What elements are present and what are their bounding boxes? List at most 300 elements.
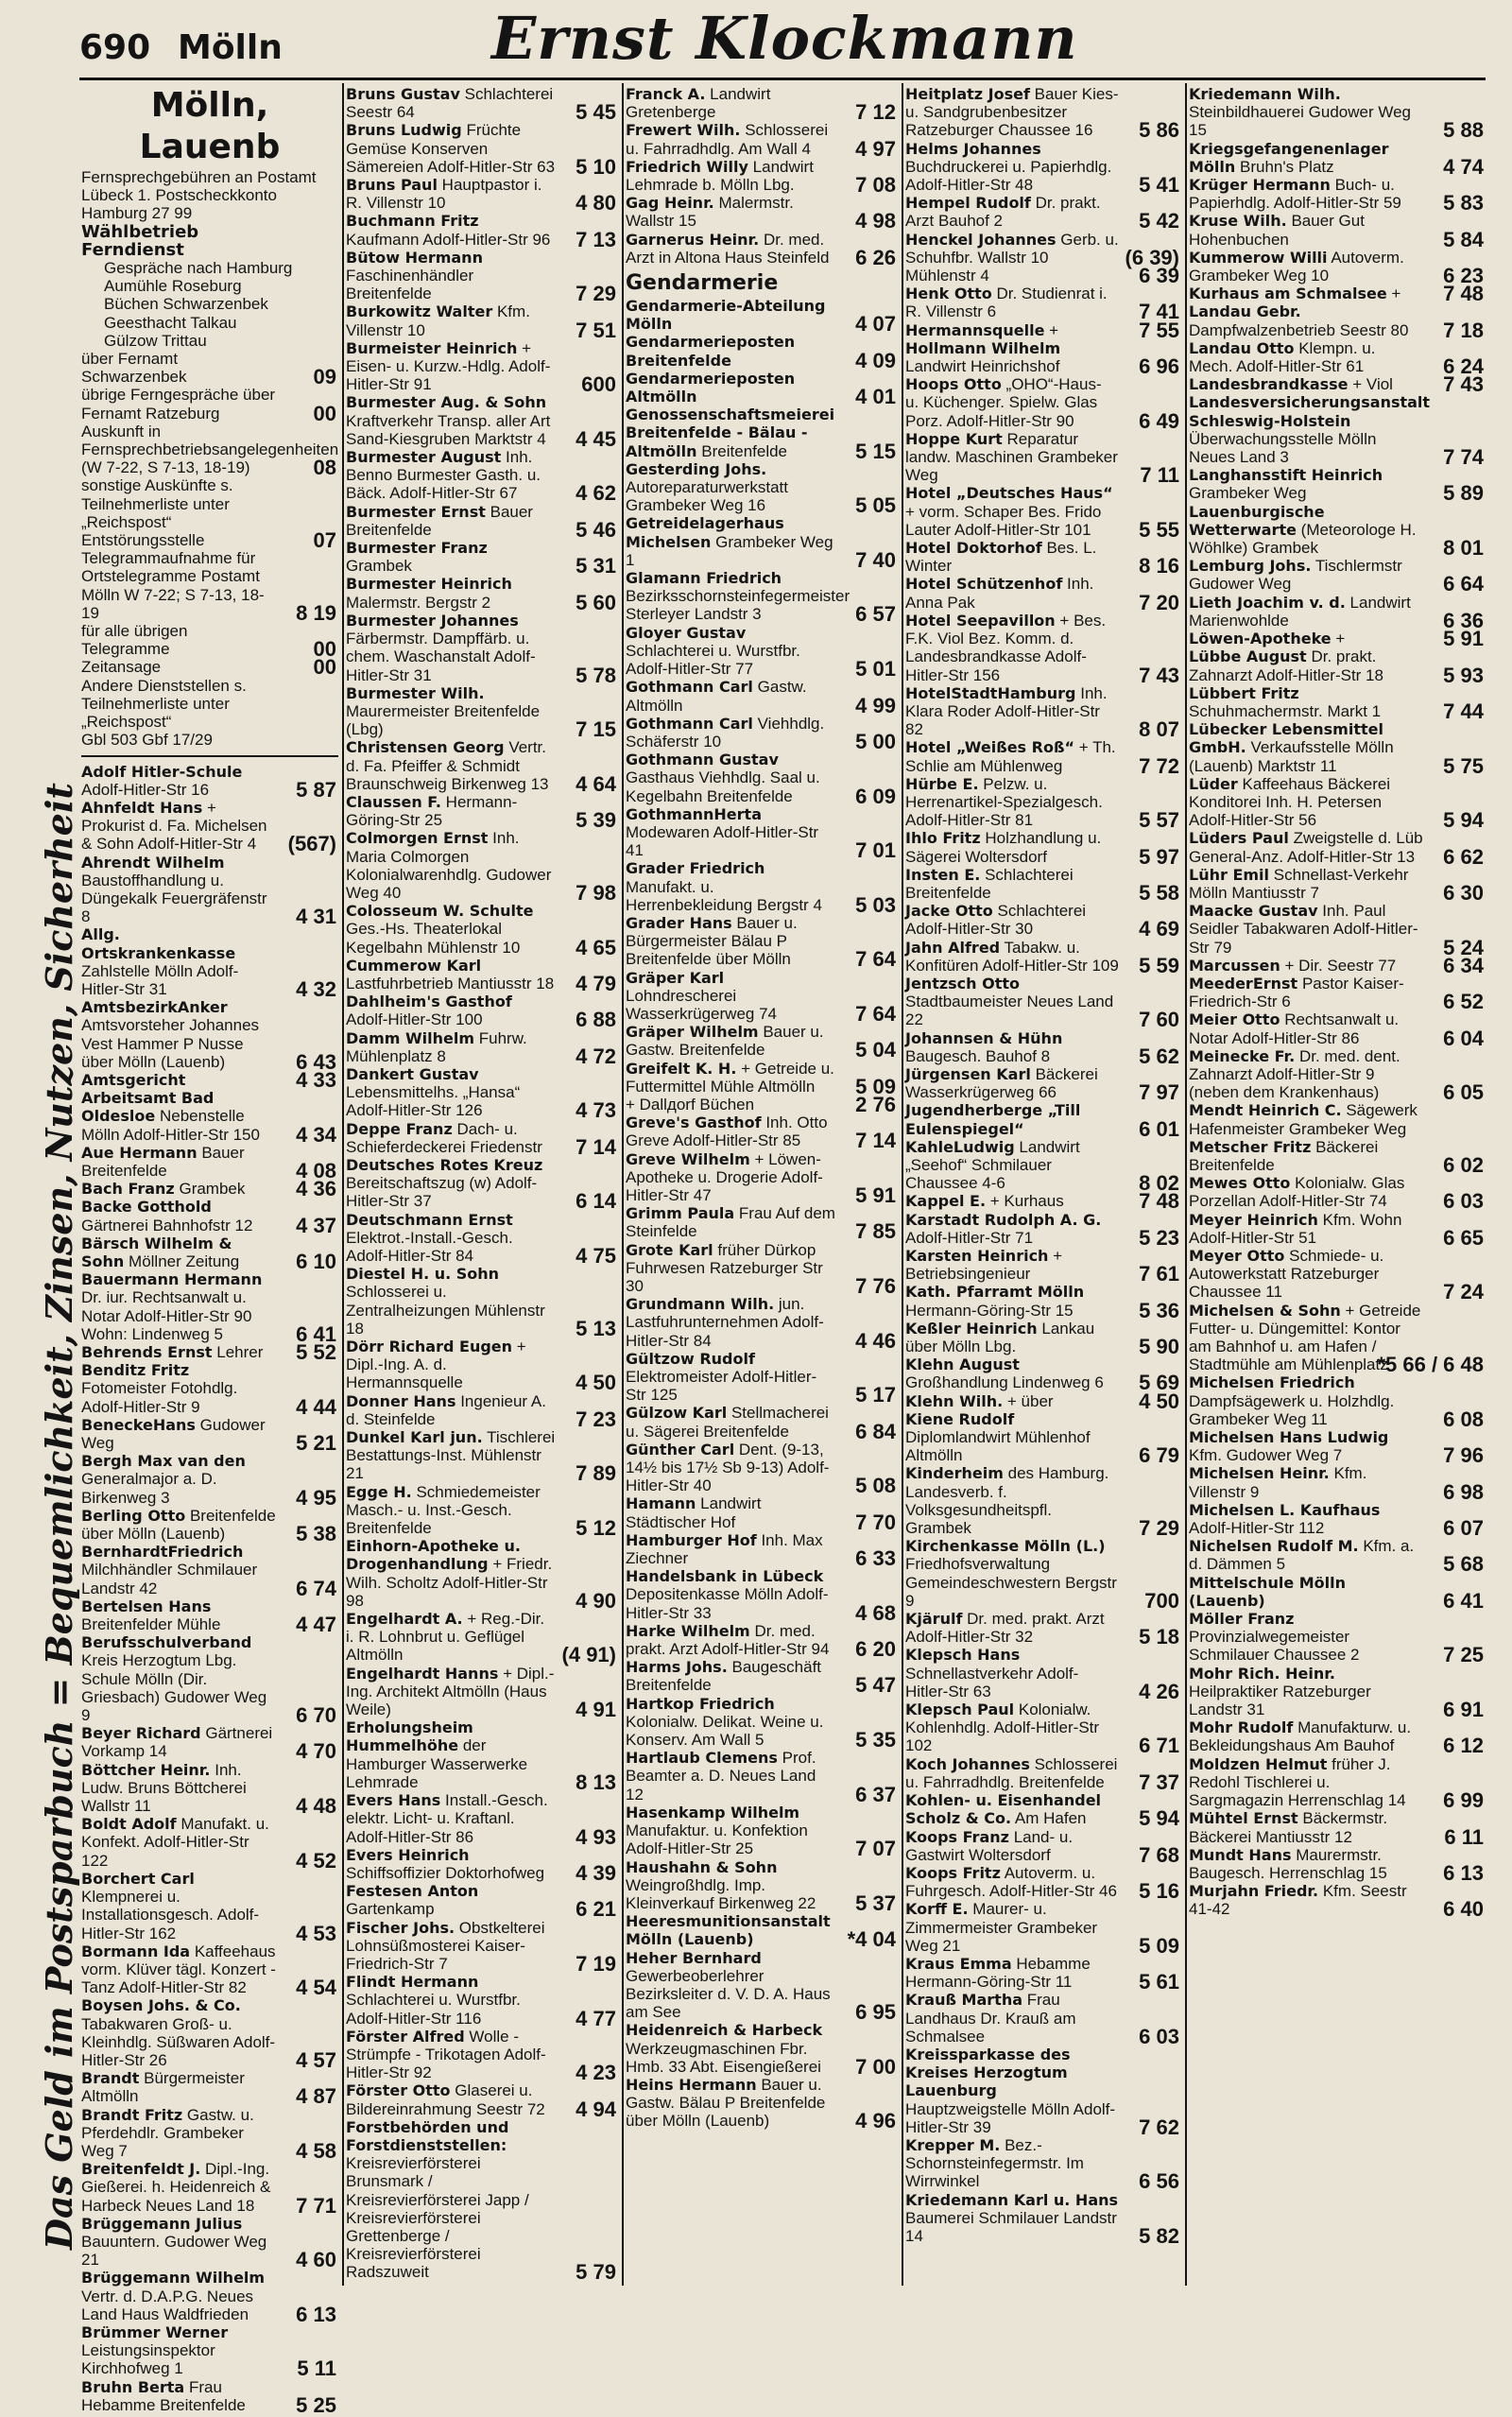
- phone-number: 4 44: [296, 1394, 336, 1419]
- directory-entry: [905, 1754, 1181, 1794]
- entry-name: Landesbrandkasse: [1189, 375, 1349, 394]
- directory-entry: [81, 1270, 338, 1346]
- entry-details: Klempnerei u. Installationsgesch. Adolf-Hitler-Str 162: [81, 1888, 260, 1942]
- directory-entry: [626, 1530, 898, 1571]
- phone-number: 4 33: [296, 1067, 336, 1092]
- directory-entry: [346, 121, 618, 179]
- entry-name: Gag Heinr.: [626, 194, 714, 213]
- entry-details: Stadtbaumeister Neues Land 22: [905, 993, 1114, 1029]
- entry-details: + vorm. Schaper Bes. Frido Lauter Adolf-Hitler-Str 101: [905, 502, 1102, 539]
- phone-number: 6 95: [855, 2000, 896, 2025]
- phone-number: 6 23: [1443, 264, 1484, 288]
- entry-details: Landwirt Marienwohlde: [1189, 593, 1411, 630]
- phone-number: 4 62: [576, 481, 616, 506]
- phone-number: 4 99: [855, 693, 896, 717]
- entry-name: Dörr Richard Eugen: [346, 1338, 513, 1356]
- phone-number: 5 87: [296, 777, 336, 802]
- phone-number: 6 30: [1443, 880, 1484, 905]
- section-heading: Gendarmerie: [626, 271, 779, 296]
- entry-details: Obstkelterei Lohnsüßmosterei Kaiser-Friedrich-Str 7: [346, 1918, 545, 1973]
- phone-number: 7 14: [576, 1134, 616, 1159]
- directory-entry: [81, 1869, 338, 1945]
- entry-details: + Löwen-Apotheke u. Drogerie Adolf-Hitler-Str 47: [626, 1149, 823, 1204]
- phone-number: 6 36: [1443, 608, 1484, 632]
- phone-number: 4 45: [576, 426, 616, 451]
- entry-name: Brümmer Werner: [81, 2322, 229, 2341]
- entry-name: Bütow Hermann: [346, 248, 483, 267]
- phone-number: 7 43: [1139, 663, 1179, 687]
- phone-number: 6 65: [1443, 1225, 1484, 1250]
- entry-details: Autoverm. u. Fuhrgesch. Adolf-Hitler-Str 46: [905, 1863, 1117, 1901]
- directory-entry: [626, 1060, 898, 1096]
- entry-name: Krüger Hermann: [1189, 176, 1331, 195]
- entry-name: Heidenreich & Harbeck: [626, 2021, 823, 2040]
- entry-name: Evers Hans: [346, 1791, 441, 1810]
- directory-entry: [346, 2117, 618, 2285]
- phone-number: 4 74: [1443, 154, 1484, 179]
- entry-details: jun. Lastfuhrunternehmen Adolf-Hitler-Str 84: [626, 1295, 824, 1350]
- phone-number: 7 07: [855, 1837, 896, 1861]
- entry-name: Burmester Heinrich: [346, 575, 512, 594]
- phone-number: 6 62: [1443, 844, 1484, 869]
- intro-item-text: übrige Ferngespräche über Fernamt Ratzeburg: [81, 386, 276, 423]
- phone-number: 5 97: [1139, 844, 1179, 869]
- directory-entry: [1189, 1210, 1486, 1250]
- directory-entry: [905, 865, 1181, 905]
- directory-column-5: [1189, 85, 1486, 2283]
- entry-name: Jacke Otto: [905, 902, 993, 921]
- directory-entry: [905, 2135, 1181, 2194]
- entry-name: Johannsen & Hühn: [905, 1028, 1063, 1047]
- entry-name: Harms Johs.: [626, 1658, 728, 1677]
- directory-entry: [1189, 302, 1486, 342]
- phone-number: (567): [287, 832, 336, 856]
- phone-number: 7 89: [576, 1461, 616, 1486]
- entry-list: [81, 762, 338, 2417]
- directory-entry: [626, 751, 898, 808]
- intro-item: [81, 549, 338, 625]
- directory-entry: [626, 2076, 898, 2131]
- entry-details: Rechtsanwalt u. Notar Adolf-Hitler-Str 86: [1189, 1010, 1400, 1047]
- entry-name: Greifelt K. H.: [626, 1059, 737, 1078]
- directory-entry: [1189, 85, 1486, 143]
- entry-details: Maurer- u. Zimmermeister Grambeker Weg 21: [905, 1900, 1098, 1955]
- entry-name: Burmester Aug. & Sohn: [346, 393, 547, 412]
- directory-entry: [81, 925, 338, 1001]
- directory-entry: [346, 1845, 618, 1885]
- entry-details: Ges.-Hs. Theaterlokal Kegelbahn Mühlenstr 10: [346, 920, 521, 957]
- entry-details: Breitenfelde: [701, 441, 788, 460]
- phone-number: 8 07: [1139, 717, 1179, 742]
- entry-name: Lemburg Johs.: [1189, 557, 1312, 576]
- entry-details: Grambeker Weg: [1189, 484, 1307, 503]
- entry-name: Kriedemann Wilh.: [1189, 85, 1341, 103]
- entry-details: Adolf-Hitler-Str 16: [81, 780, 210, 799]
- entry-details: Tischlerei Bestattungs-Inst. Mühlenstr 21: [346, 1428, 556, 1483]
- entry-name: Aue Hermann: [81, 1143, 198, 1162]
- entry-details: + Reg.-Dir. i. R. Lohnbrut u. Geflügel Altmölln: [346, 1610, 545, 1665]
- entry-name: Grundmann Wilh.: [626, 1295, 775, 1314]
- entry-details: Landwirt Städtischer Hof: [626, 1494, 762, 1531]
- entry-details: Bauer Gut Hohenbuchen: [1189, 212, 1365, 249]
- directory-entry: [626, 1803, 898, 1861]
- entry-name: Koops Franz: [905, 1827, 1009, 1846]
- entry-name: Klehn August: [905, 1355, 1020, 1374]
- directory-entry: [81, 799, 338, 854]
- entry-details: Tabakw. u. Konfitüren Adolf-Hitler-Str 109: [905, 938, 1119, 975]
- entry-name: Koch Johannes: [905, 1754, 1030, 1773]
- entry-name: Brandt: [81, 2069, 140, 2088]
- entry-name: Kurhaus am Schmalsee: [1189, 285, 1387, 303]
- entry-details: Schlachterei Seestr 64: [346, 85, 554, 122]
- entry-name: Borchert Carl: [81, 1869, 195, 1888]
- column-divider: [342, 83, 344, 2286]
- directory-entry: [905, 1791, 1181, 1831]
- directory-entry: [1189, 1428, 1486, 1468]
- directory-entry: [1189, 902, 1486, 957]
- directory-entry: [346, 85, 618, 125]
- directory-entry: [1189, 393, 1486, 470]
- entry-name: Evers Heinrich: [346, 1845, 470, 1864]
- entry-details: Milchhändler Schmilauer Landstr 42: [81, 1561, 258, 1597]
- phone-number: 00: [313, 655, 336, 680]
- entry-name: Jahn Alfred: [905, 938, 1001, 957]
- entry-details: Landwirt Heinrichshof: [905, 357, 1060, 376]
- entry-details: Modewaren Adolf-Hitler-Str 41: [626, 822, 819, 860]
- directory-column-4: [905, 85, 1181, 2283]
- directory-entry: [81, 1543, 338, 1600]
- entry-name: Egge H.: [346, 1482, 412, 1501]
- phone-number: 4 65: [576, 935, 616, 959]
- phone-number: 7 62: [1139, 2115, 1179, 2139]
- entry-name: Forstbehörden und Forstdienststellen:: [346, 2117, 509, 2154]
- entry-details: Gärtnerei Bahnhofstr 12: [81, 1216, 253, 1234]
- entry-details: +: [1049, 320, 1059, 339]
- entry-name: Grader Friedrich: [626, 859, 765, 878]
- entry-details: Hauptpastor i. R. Villenstr 10: [346, 176, 542, 213]
- entry-name: Burmester Franz: [346, 539, 488, 558]
- entry-details: Schlachterei u. Wurstfbr. Adolf-Hitler-Str 116: [346, 1991, 521, 2028]
- directory-entry: [905, 902, 1181, 941]
- phone-number: 4 91: [576, 1698, 616, 1722]
- entry-details: Manufakturw. u. Bekleidungshaus Am Bauhof: [1189, 1718, 1412, 1755]
- intro-item-text: Telegrammaufnahme für Ortstelegramme Postamt Mölln W 7-22; S 7-13, 18-19: [81, 549, 265, 622]
- entry-details: Generalmajor a. D. Birkenweg 3: [81, 1470, 217, 1507]
- entry-name: Bertelsen Hans: [81, 1597, 212, 1615]
- phone-number: 5 15: [855, 439, 896, 463]
- directory-entry: [905, 1900, 1181, 1958]
- phone-number: 6 34: [1443, 953, 1484, 977]
- directory-entry: [1189, 1247, 1486, 1302]
- entry-details: Inh. Paul Seidler Tabakwaren Adolf-Hitler-Str 79: [1189, 902, 1418, 957]
- directory-entry: [1189, 1373, 1486, 1431]
- entry-name: MeederErnst: [1189, 974, 1298, 993]
- directory-entry: [905, 375, 1181, 433]
- entry-name: Kiene Rudolf: [905, 1409, 1015, 1428]
- phone-number: 6 41: [1443, 1588, 1484, 1613]
- directory-entry: [905, 1610, 1181, 1649]
- phone-number: 7 43: [1443, 372, 1484, 397]
- directory-entry: [626, 85, 898, 125]
- entry-name: Burmester Wilh.: [346, 683, 485, 702]
- phone-number: 7 98: [576, 880, 616, 905]
- directory-entry: [81, 2069, 338, 2109]
- entry-details: Dr. prakt. Arzt Bauhof 2: [905, 194, 1101, 231]
- entry-details: Grambek: [346, 557, 412, 576]
- town-heading: Mölln, Lauenb: [139, 86, 281, 166]
- directory-entry: [905, 1355, 1181, 1395]
- entry-name: Löwen-Apotheke: [1189, 630, 1332, 648]
- phone-number: 7 41: [1139, 300, 1179, 324]
- entry-details: Schlachterei Breitenfelde: [905, 865, 1074, 902]
- intro-items: [81, 350, 338, 749]
- entry-details: + Bes. F.K. Viol Bez. Komm. d. Landesbrandkasse Adolf-Hitler-Str 156: [905, 611, 1107, 684]
- directory-entry: [1189, 1718, 1486, 1758]
- phone-number: 5 69: [1139, 1371, 1179, 1395]
- directory-entry: [905, 1189, 1181, 1214]
- directory-entry: [1189, 1500, 1486, 1541]
- entry-name: Erholungsheim Hummelhöhe: [346, 1718, 473, 1755]
- entry-details: Bezirksschornsteinfegermeister Sterleyer Landstr 3: [626, 587, 850, 624]
- directory-entry: [626, 1350, 898, 1405]
- phone-number: 4 77: [576, 2006, 616, 2030]
- phone-number: 4 09: [855, 348, 896, 372]
- entry-details: Stellmacherei u. Sägerei Breitenfelde: [626, 1404, 829, 1441]
- directory-entry: [626, 369, 898, 409]
- entry-details: Grambek: [179, 1180, 246, 1199]
- phone-number: 5 09: [855, 1074, 896, 1098]
- phone-number: 5 38: [296, 1522, 336, 1546]
- phone-number: 5 59: [1139, 953, 1179, 977]
- entry-name: Engelhardt A.: [346, 1610, 463, 1629]
- entry-details: Schnellast-Verkehr Mölln Mantiusstr 7: [1189, 865, 1409, 902]
- directory-entry: [905, 338, 1181, 379]
- entry-details: Kfm. Seestr 41-42: [1189, 1882, 1407, 1919]
- phone-number: 4 47: [296, 1613, 336, 1637]
- phone-number: 4 50: [576, 1371, 616, 1395]
- phone-number: 00: [313, 637, 336, 662]
- phone-number: 5 13: [576, 1316, 616, 1340]
- entry-details: früher Dürkop Fuhrwesen Ratzeburger Str 30: [626, 1240, 823, 1295]
- entry-details: Schlosserei u. Fahrradhdlg. Breitenfelde: [905, 1754, 1118, 1791]
- phone-number: 4 94: [576, 2097, 616, 2121]
- entry-name: Gülzow Karl: [626, 1404, 728, 1423]
- directory-entry: [626, 1695, 898, 1750]
- entry-details: + Prokurist d. Fa. Michelsen & Sohn Adolf-Hitler-Str 4: [81, 798, 267, 854]
- entry-name: Meier Otto: [1189, 1010, 1280, 1029]
- phone-number: 8 01: [1443, 536, 1484, 561]
- entry-name: Günther Carl: [626, 1440, 735, 1459]
- entry-name: Burkowitz Walter: [346, 302, 493, 321]
- directory-entry: [626, 1241, 898, 1296]
- directory-entry: [1189, 176, 1486, 216]
- entry-details: Reparatur landw. Maschinen Grambeker Weg: [905, 429, 1118, 485]
- entry-name: HotelStadtHamburg: [905, 683, 1076, 702]
- directory-entry: [81, 1760, 338, 1819]
- entry-details: Frau Landhaus Dr. Krauß am Schmalsee: [905, 1991, 1076, 2046]
- entry-name: Dankert Gustav: [346, 1064, 479, 1083]
- phone-number: 7 85: [855, 1219, 896, 1244]
- intro-item: [81, 386, 338, 425]
- directory-entry: [346, 1338, 618, 1395]
- phone-number: 6 98: [1443, 1479, 1484, 1504]
- entry-name: Bach Franz: [81, 1180, 175, 1199]
- phone-number: 4 31: [296, 905, 336, 929]
- directory-entry: [905, 1064, 1181, 1105]
- phone-number: 5 57: [1139, 808, 1179, 833]
- directory-entry: [905, 1863, 1181, 1904]
- section-label: Wählbetrieb: [81, 221, 199, 242]
- entry-name: Hotel Seepavillon: [905, 611, 1056, 630]
- entry-name: Arbeitsamt Bad Oldesloe: [81, 1089, 215, 1126]
- directory-entry: [626, 804, 898, 863]
- entry-details: Breitenfelde über Mölln (Lauenb): [81, 1506, 276, 1544]
- entry-details: Baugeschäft Breitenfelde: [626, 1658, 822, 1695]
- entry-details: Bauer Kies- u. Sandgrubenbesitzer Ratzeburger Chaussee 16: [905, 85, 1119, 140]
- directory-entry: [905, 939, 1181, 975]
- directory-entry: [905, 194, 1181, 233]
- entry-name: Bruns Ludwig: [346, 121, 462, 140]
- entry-details: Vertr. d. D.A.P.G. Neues Land Haus Waldfrieden: [81, 2287, 254, 2323]
- entry-name: Cummerow Karl: [346, 956, 482, 975]
- phone-number: 5 62: [1139, 1044, 1179, 1068]
- phone-number: 7 44: [1443, 699, 1484, 723]
- directory-entry: [626, 1404, 898, 1443]
- directory-entry: [1189, 720, 1486, 778]
- entry-name: Einhorn-Apotheke u. Drogenhandlung: [346, 1537, 521, 1574]
- entry-details: Bauer Breitenfelde: [346, 502, 533, 539]
- phone-number: 7 48: [1139, 1189, 1179, 1214]
- directory-entry: [81, 1198, 338, 1237]
- entry-details: Inh. Anna Pak: [905, 575, 1094, 612]
- entry-details: Hebamme Hermann-Göring-Str 11: [905, 1954, 1091, 1992]
- phone-number: 4 68: [855, 1600, 896, 1625]
- entry-name: Getreidelagerhaus Michelsen: [626, 514, 784, 551]
- entry-details: Hermann-Göring-Str 25: [346, 792, 518, 830]
- directory-entry: [346, 993, 618, 1032]
- entry-details: Inh. Max Ziechner: [626, 1530, 823, 1568]
- entry-name: Fischer Johs.: [346, 1918, 455, 1937]
- directory-entry: [626, 1749, 898, 1804]
- entry-name: Backe Gotthold: [81, 1198, 212, 1217]
- entry-name: Karstadt Rudolph A. G.: [905, 1210, 1102, 1229]
- entry-name: Gräper Wilhelm: [626, 1023, 759, 1042]
- phone-number: 4 64: [576, 771, 616, 796]
- phone-number: 7 01: [855, 838, 896, 863]
- phone-number: 6 37: [855, 1782, 896, 1806]
- entry-name: Gesterding Johs.: [626, 459, 767, 478]
- entry-name: Klepsch Paul: [905, 1701, 1015, 1719]
- phone-number: 4 98: [855, 209, 896, 233]
- directory-entry: [626, 1440, 898, 1498]
- directory-entry: [81, 1633, 338, 1728]
- directory-entry: [905, 1101, 1181, 1141]
- entry-details: Bauer u. Gastw. Breitenfelde: [626, 1023, 824, 1060]
- entry-details: + Viol: [1352, 375, 1393, 394]
- entry-name: Michelsen L. Kaufhaus: [1189, 1500, 1381, 1519]
- entry-name: Gendarmerieposten Altmölln: [626, 369, 796, 406]
- directory-entry: [1189, 1809, 1486, 1849]
- phone-number: 6 01: [1139, 1116, 1179, 1141]
- entry-details: + Eisen- u. Kurzw.-Hdlg. Adolf-Hitler-Str 91: [346, 338, 551, 394]
- entry-details: Überwachungsstelle Mölln Neues Land 3: [1189, 429, 1377, 467]
- entry-name: Gendarmerieposten Breitenfelde: [626, 333, 796, 370]
- phone-number: 7 64: [855, 1001, 896, 1026]
- entry-details: Schmiedemeister Masch.- u. Inst.-Gesch. Breitenfelde: [346, 1482, 541, 1538]
- phone-number: 6 07: [1443, 1516, 1484, 1541]
- directory-entry: [81, 1361, 338, 1419]
- directory-entry: [905, 1646, 1181, 1701]
- entry-details: Kolonialw. Delikat. Weine u. Konserv. Am Wall 5: [626, 1712, 824, 1750]
- entry-name: Karsten Heinrich: [905, 1247, 1049, 1265]
- entry-details: + Kurhaus: [989, 1192, 1064, 1211]
- entry-details: Steinbildhauerei Gudower Weg 15: [1189, 103, 1411, 140]
- entry-name: Donner Hans: [346, 1391, 456, 1410]
- phone-number: 8 13: [576, 1770, 616, 1794]
- directory-entry: [626, 1858, 898, 1913]
- entry-details: Kaffeehaus vorm. Klüver tägl. Konzert - Tanz Adolf-Hitler-Str 82: [81, 1942, 276, 1997]
- entry-details: Schlachterei u. Wurstfbr. Adolf-Hitler-Str 77: [626, 641, 800, 679]
- entry-name: Hotel Schützenhof: [905, 575, 1063, 594]
- entry-name: Hamann: [626, 1494, 696, 1513]
- phone-number: 5 94: [1139, 1806, 1179, 1831]
- directory-entry: [905, 1701, 1181, 1758]
- entry-details: Schlosserei u. Fahrradhdlg. Am Wall 4: [626, 121, 829, 158]
- phone-number: 4 26: [1139, 1679, 1179, 1703]
- entry-details: Ingenieur A. d. Steinfelde: [346, 1391, 546, 1428]
- town-name: Gülzow Trittau: [104, 331, 207, 350]
- entry-details: Färbermstr. Dampffärb. u. chem. Waschanstalt Adolf-Hitler-Str 31: [346, 630, 536, 684]
- phone-number: 5 16: [1139, 1879, 1179, 1904]
- directory-entry: [905, 1247, 1181, 1286]
- intro-item-text: Gbl 503 Gbf 17/29: [81, 731, 213, 750]
- phone-number: 6 09: [855, 784, 896, 808]
- entry-details: Buchdruckerei u. Papierhdlg. Adolf-Hitler-Str 48: [905, 157, 1112, 195]
- entry-name: Harke Wilhelm: [626, 1621, 750, 1640]
- entry-name: Haushahn & Sohn: [626, 1857, 778, 1876]
- directory-entry: [905, 774, 1181, 833]
- phone-number: 4 75: [576, 1244, 616, 1268]
- directory-entry: [346, 611, 618, 687]
- phone-number: 8 16: [1139, 554, 1179, 578]
- directory-entry: [81, 1815, 338, 1873]
- phone-number: 4 48: [296, 1794, 336, 1819]
- phone-number: 5 86: [1139, 118, 1179, 143]
- entry-name: Kriegsgefangenenlager Mölln: [1189, 139, 1389, 176]
- intro-item: [81, 350, 338, 389]
- entry-name: Mundt Hans: [1189, 1845, 1292, 1864]
- directory-entry: [626, 969, 898, 1024]
- entry-name: AmtsbezirkAnker: [81, 998, 228, 1017]
- intro-item: [81, 622, 338, 662]
- directory-entry: [1189, 1010, 1486, 1050]
- entry-details: Faschinenhändler Breitenfelde: [346, 267, 474, 303]
- entry-name: Mendt Heinrich C.: [1189, 1101, 1342, 1120]
- phone-number: 5 21: [296, 1431, 336, 1456]
- entry-name: Insten E.: [905, 865, 981, 884]
- entry-name: Burmester Johannes: [346, 611, 519, 630]
- phone-number: 6 39: [1139, 264, 1179, 288]
- entry-details: + Betriebsingenieur: [905, 1247, 1063, 1284]
- directory-entry: [905, 829, 1181, 869]
- phone-number: 7 71: [296, 2193, 336, 2218]
- entry-details: Adolf-Hitler-Str 100: [346, 1010, 483, 1029]
- directory-entry: [905, 85, 1181, 143]
- entry-details: Baumerei Schmilauer Landstr 14: [905, 2208, 1117, 2245]
- directory-column-2: [346, 85, 618, 2283]
- entry-name: Bauermann Hermann: [81, 1270, 263, 1289]
- entry-details: Gartenkamp: [346, 1900, 435, 1919]
